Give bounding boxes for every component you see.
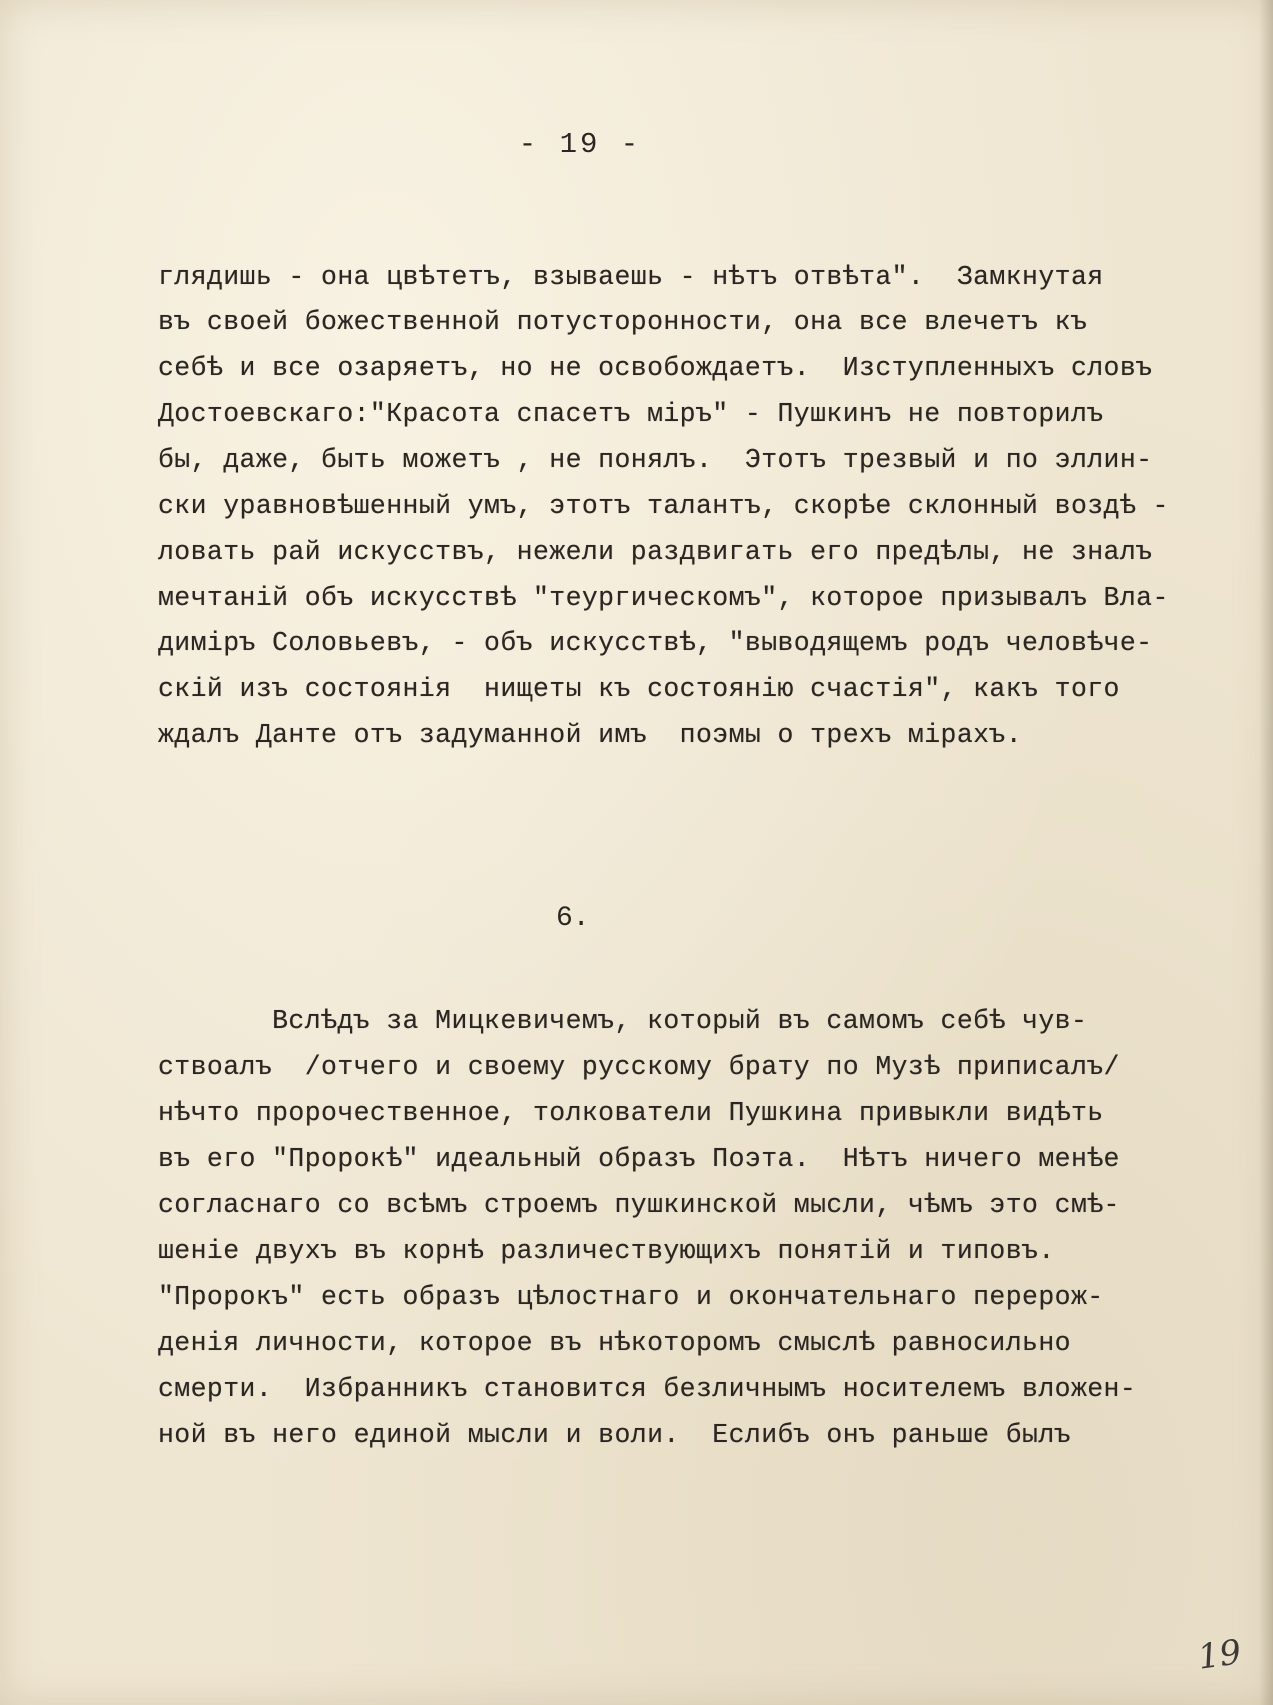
page-number: - 19 - [518, 128, 642, 161]
text-line: бы, даже, быть можетъ , не понялъ. Этотъ трезвый и по эллин- [158, 445, 1153, 475]
text-line: въ своей божественной потусторонности, она все влечетъ къ [158, 307, 1088, 337]
text-line: ждалъ Данте отъ задуманной имъ поэмы о трехъ мірахъ. [158, 720, 1023, 750]
text-line: Вслѣдъ за Мицкевичемъ, который въ самомъ себѣ чув- [158, 1006, 1088, 1036]
text-line: смерти. Избранникъ становится безличнымъ носителемъ вложен- [158, 1374, 1137, 1404]
text-line: ствоалъ /отчего и своему русскому брату по Музѣ приписалъ/ [158, 1052, 1120, 1082]
text-line: ловать рай искусствъ, нежели раздвигать его предѣлы, не зналъ [158, 537, 1153, 567]
text-line: диміръ Соловьевъ, - объ искусствѣ, "выводящемъ родъ человѣче- [158, 628, 1153, 658]
text-line: согласнаго со всѣмъ строемъ пушкинской мысли, чѣмъ это смѣ- [158, 1190, 1120, 1220]
section-number: 6. [556, 903, 590, 934]
text-line: мечтаній объ искусствѣ "теургическомъ", которое призывалъ Вла- [158, 583, 1169, 613]
text-line: шеніе двухъ въ корнѣ различествующихъ понятій и типовъ. [158, 1236, 1055, 1266]
text-line: въ его "Пророкѣ" идеальный образъ Поэта. Нѣтъ ничего менѣе [158, 1144, 1120, 1174]
text-line: глядишь - она цвѣтетъ, взываешь - нѣтъ отвѣта". Замкнутая [158, 262, 1104, 292]
text-line: себѣ и все озаряетъ, но не освобождаетъ. Изступленныхъ словъ [158, 353, 1153, 383]
text-line: Достоевскаго:"Красота спасетъ міръ" - Пушкинъ не повторилъ [158, 399, 1104, 429]
page-edge-shadow [1259, 0, 1273, 1705]
text-line: "Пророкъ" есть образъ цѣлостнаго и окончательнаго перерож- [158, 1282, 1104, 1312]
text-line: ной въ него единой мысли и воли. Еслибъ онъ раньше былъ [158, 1420, 1071, 1450]
text-line: нѣчто пророчественное, толкователи Пушкина привыкли видѣть [158, 1098, 1104, 1128]
text-line: ски уравновѣшенный умъ, этотъ талантъ, скорѣе склонный воздѣ - [158, 491, 1169, 521]
text-line: денія личности, которое въ нѣкоторомъ смыслѣ равносильно [158, 1328, 1071, 1358]
text-line: скій изъ состоянія нищеты къ состоянію счастія", какъ того [158, 674, 1120, 704]
handwritten-page-number: 19 [1195, 1632, 1244, 1678]
